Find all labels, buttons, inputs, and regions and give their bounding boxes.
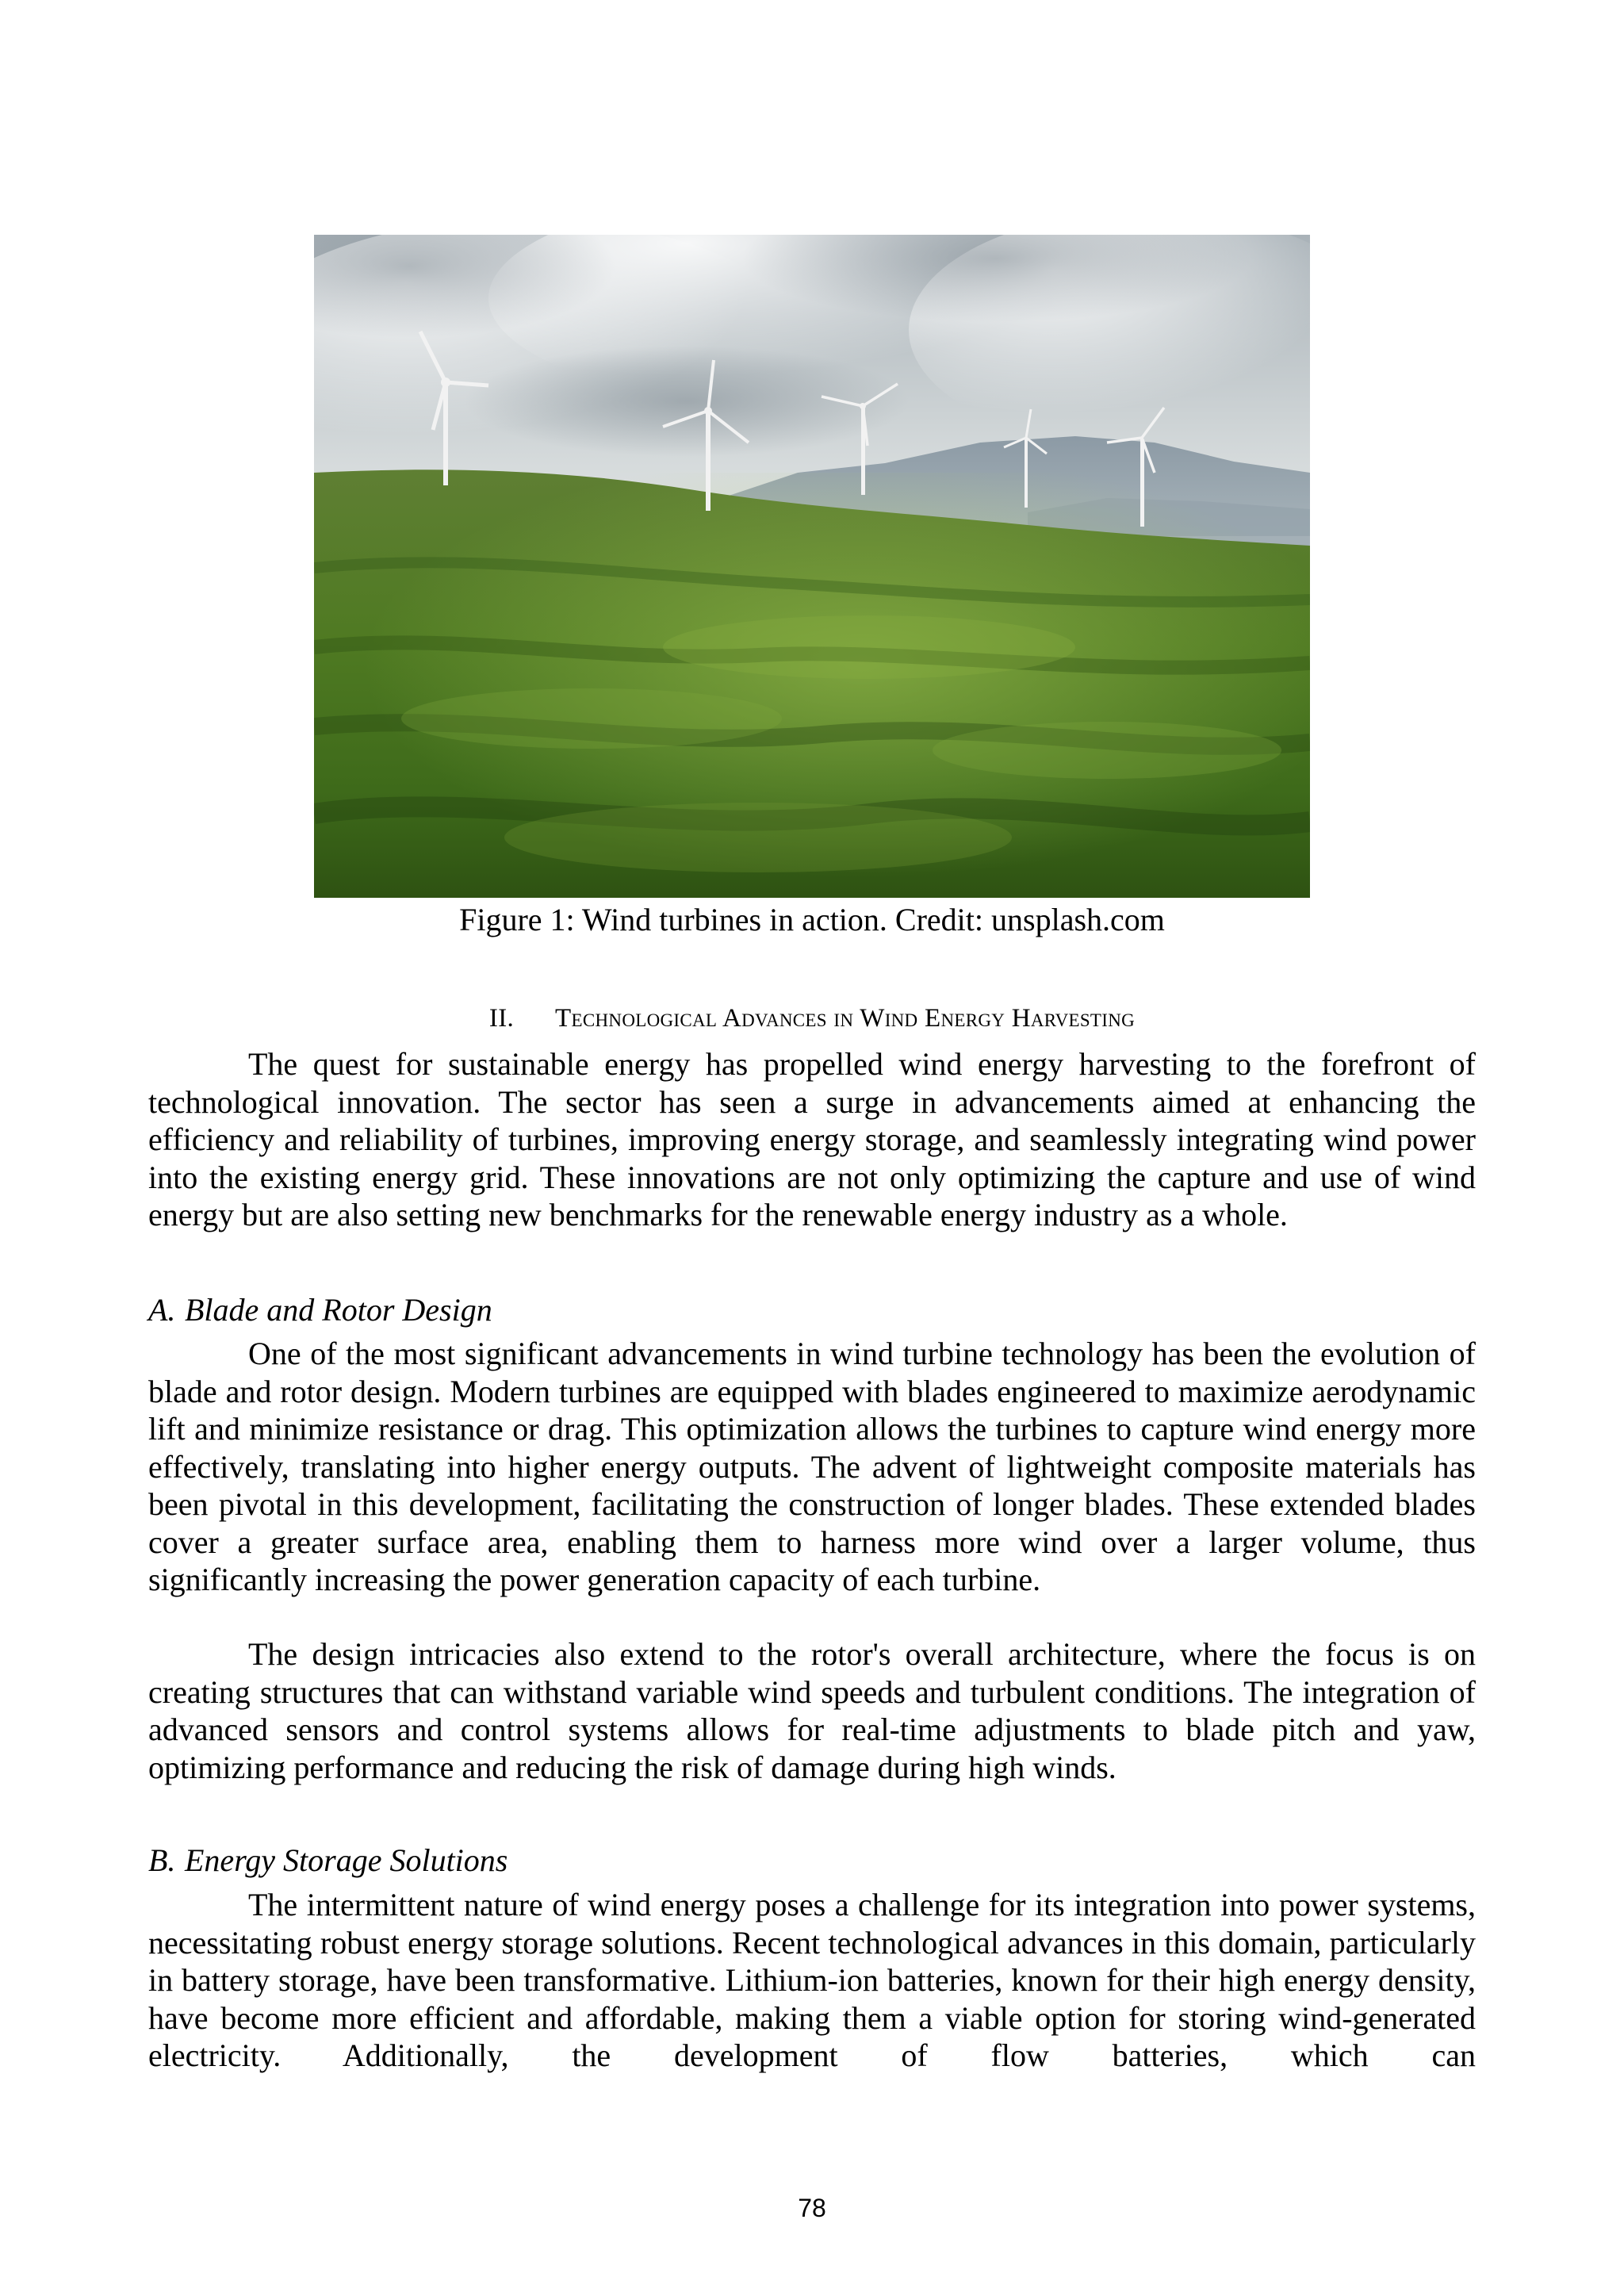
figure-caption: Figure 1: Wind turbines in action. Credit: unsplash.com	[459, 902, 1165, 937]
intro-paragraph: The quest for sustainable energy has propelled wind energy harvesting to the forefront of technological innovation. The sector has seen a surge in advancements aimed at enhancing the efficiency and reliability of turbines, improving energy storage, and seamlessly integrating wind power into the existing energy grid. These innovations are not only optimizing the capture and use of wind energy but are also setting new benchmarks for the renewable energy industry as a whole.	[148, 1046, 1476, 1232]
subsection-b-title: Energy Storage Solutions	[185, 1842, 508, 1878]
subsection-a-title: Blade and Rotor Design	[185, 1292, 492, 1328]
subsection-a-heading	[148, 1291, 1476, 1329]
subsection-a-paragraph-1: One of the most significant advancements in wind turbine technology has been the evolution of blade and rotor design. Modern turbines are equipped with blades engineered to maximize aerodynamic lift and minimize resistance or drag. This optimization allows the turbines to capture wind energy more effectively, translating into higher energy outputs. The advent of lightweight composite materials has been pivotal in this development, facilitating the construction of longer blades. These extended blades cover a greater surface area, enabling them to harness more wind over a larger volume, thus significantly increasing the power generation capacity of each turbine.	[148, 1336, 1476, 1597]
subsection-b-paragraph-1: The intermittent nature of wind energy poses a challenge for its integration into power systems, necessitating robust energy storage solutions. Recent technological advances in this domain, particularly in battery storage, have been transformative. Lithium-ion batteries, known for their high energy density, have become more efficient and affordable, making them a viable option for storing wind-generated electricity. Additionally, the development of flow batteries, which can	[148, 1887, 1476, 2073]
subsection-b-heading	[148, 1842, 1476, 1880]
section-title: Technological Advances in Wind Energy Harvesting	[555, 1004, 1136, 1033]
subsection-a-label: A.	[148, 1292, 176, 1328]
section-number: II.	[488, 1004, 515, 1033]
subsection-a-paragraph-2: The design intricacies also extend to the rotor's overall architecture, where the focus is on creating structures that can withstand variable wind speeds and turbulent conditions. The integration of advanced sensors and control systems allows for real-time adjustments to blade pitch and yaw, optimizing performance and reducing the risk of damage during high winds.	[148, 1636, 1476, 1785]
section-heading	[0, 1001, 1624, 1036]
page-number: 78	[798, 2194, 826, 2222]
subsection-b-label: B.	[148, 1842, 176, 1878]
figure-image	[314, 235, 1310, 898]
wind-turbines-landscape-photo	[314, 235, 1310, 898]
